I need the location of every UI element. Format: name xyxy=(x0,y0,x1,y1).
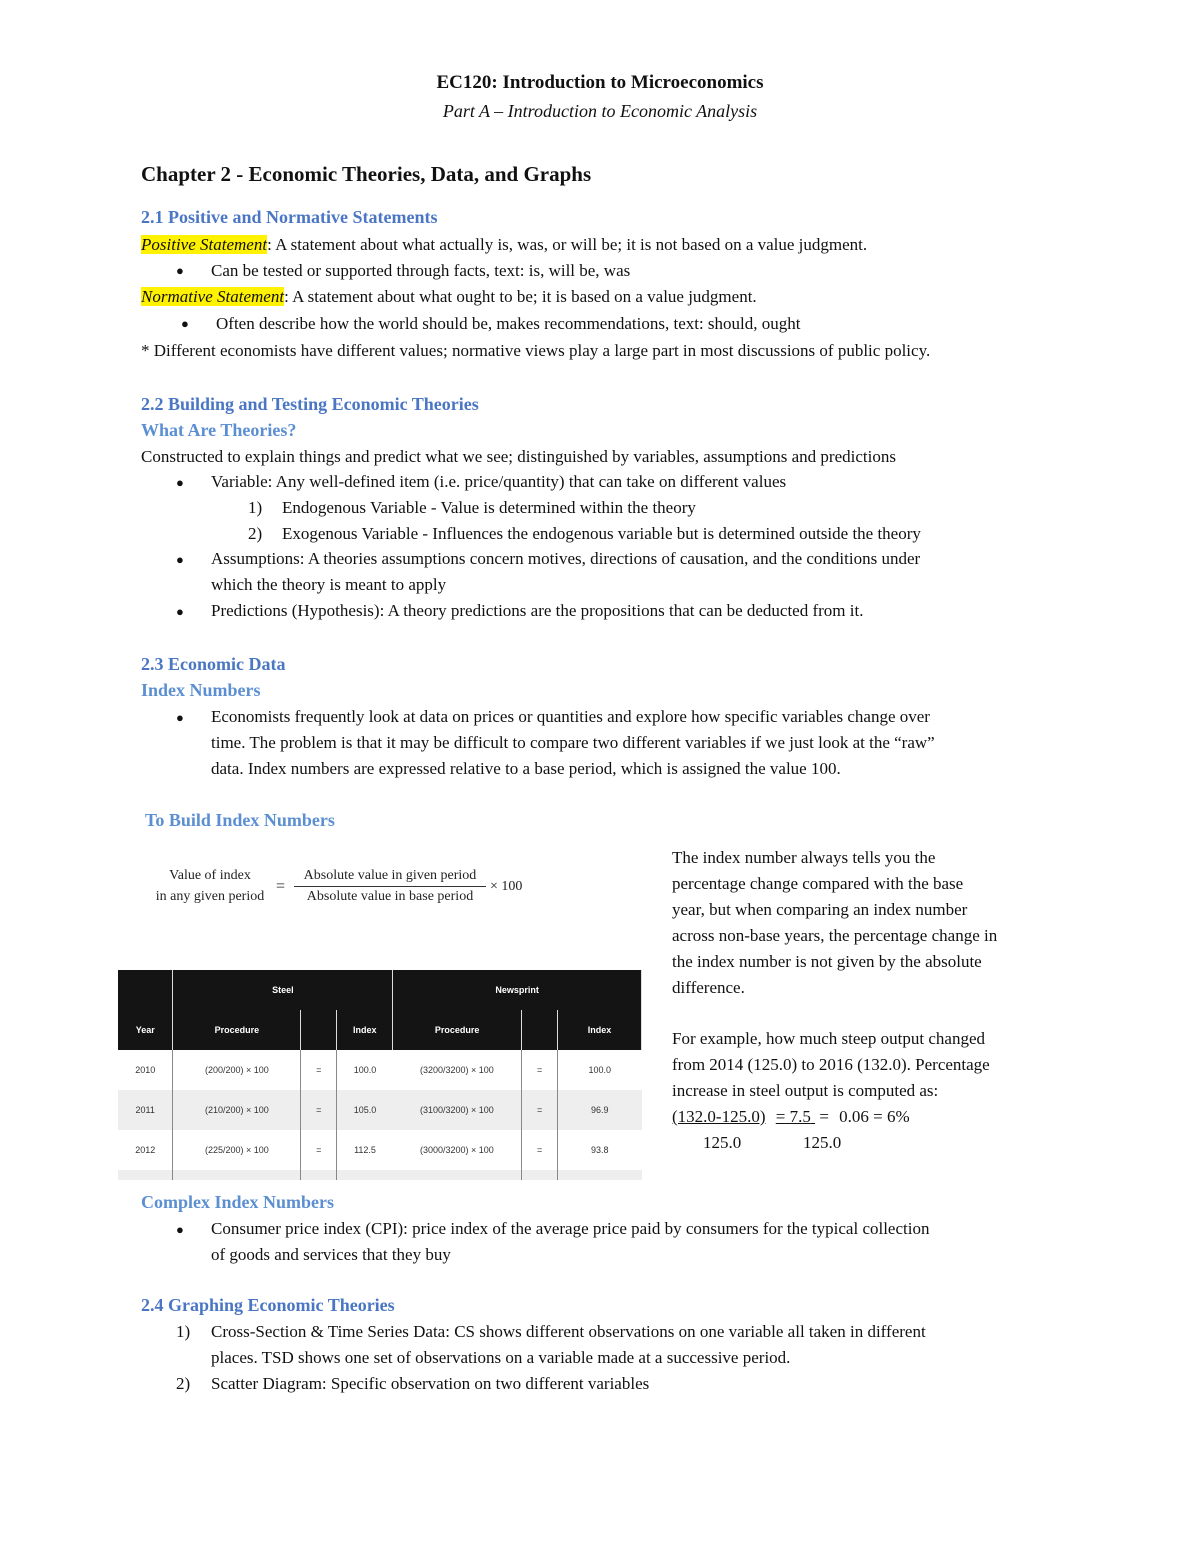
col-header: Index xyxy=(337,1010,393,1050)
example-line: For example, how much steep output changed xyxy=(672,1029,986,1048)
table-corner xyxy=(118,970,173,1010)
table-cell: = xyxy=(522,1090,558,1130)
col-header: Procedure xyxy=(173,1010,301,1050)
bullet-icon: ● xyxy=(176,475,184,490)
table-cell: (225/200) × 100 xyxy=(173,1130,301,1170)
table-cell: = xyxy=(301,1130,337,1170)
formula-denominator: Absolute value in base period xyxy=(294,886,486,905)
bullet-icon: ● xyxy=(181,316,189,331)
endogenous-item: Endogenous Variable - Value is determined within the theory xyxy=(282,498,696,517)
index-bullet-line-1: Economists frequently look at data on prices or quantities and explore how specific variables change over xyxy=(211,707,930,726)
newsprint-group-header: Newsprint xyxy=(393,970,642,1010)
index-table xyxy=(118,970,642,1180)
table-cell: = xyxy=(301,1090,337,1130)
table-cell: (3000/3200) × 100 xyxy=(393,1130,522,1170)
index-explanation xyxy=(672,845,1072,1001)
cpi-item-cont: of goods and services that they buy xyxy=(211,1245,451,1264)
bullet-icon: ● xyxy=(176,710,184,725)
table-cell: 105.0 xyxy=(337,1090,393,1130)
bullet-icon: ● xyxy=(176,263,184,278)
calc-denominator-2: 125.0 xyxy=(803,1133,842,1152)
calc-result: 0.06 = 6% xyxy=(839,1107,910,1126)
index-numbers-heading: Index Numbers xyxy=(141,680,261,700)
col-header: Procedure xyxy=(393,1010,522,1050)
table-row-cropped xyxy=(118,1170,642,1180)
table-cell: 112.5 xyxy=(337,1130,393,1170)
table-cell: (210/200) × 100 xyxy=(173,1090,301,1130)
index-explanation-line: difference. xyxy=(672,978,745,997)
cpi-item: Consumer price index (CPI): price index of the average price paid by consumers for the typical collection xyxy=(211,1219,930,1238)
formula-left xyxy=(150,868,270,905)
list-number: 1) xyxy=(176,1322,191,1341)
table-row xyxy=(118,1130,642,1170)
formula-numerator: Absolute value in given period xyxy=(303,868,477,883)
table-cell: 2011 xyxy=(118,1090,173,1130)
list-number: 2) xyxy=(176,1374,191,1393)
calc-equals: = xyxy=(775,1107,786,1126)
assumptions-item: Assumptions: A theories assumptions concern motives, directions of causation, and the conditions under xyxy=(211,549,921,568)
index-explanation-line: across non-base years, the percentage change in xyxy=(672,926,998,945)
formula-left-line-1: Value of index xyxy=(169,868,251,883)
section-2-1-heading: 2.1 Positive and Normative Statements xyxy=(141,207,438,227)
calc-line xyxy=(672,1104,910,1130)
what-are-theories-heading: What Are Theories? xyxy=(141,420,297,440)
example-text xyxy=(672,1026,1072,1104)
table-column-header xyxy=(118,1010,642,1050)
normative-bullet: Often describe how the world should be, makes recommendations, text: should, ought xyxy=(216,314,801,333)
bullet-icon: ● xyxy=(176,604,184,619)
col-header xyxy=(522,1010,558,1050)
calc-equals: = xyxy=(819,1107,829,1126)
predictions-item: Predictions (Hypothesis): A theory predictions are the propositions that can be deducted from it. xyxy=(211,601,864,620)
index-explanation-line: The index number always tells you the xyxy=(672,848,936,867)
document-title: EC120: Introduction to Microeconomics xyxy=(436,72,764,93)
normative-term: Normative Statement xyxy=(141,287,285,306)
calc-numerator-1: (132.0-125.0) xyxy=(672,1107,766,1126)
formula-fraction xyxy=(294,868,486,905)
index-explanation-line: year, but when comparing an index number xyxy=(672,900,968,919)
variable-item: Variable: Any well-defined item (i.e. price/quantity) that can take on different values xyxy=(211,472,787,491)
section-2-4-heading: 2.4 Graphing Economic Theories xyxy=(141,1295,395,1315)
formula-left-line-2: in any given period xyxy=(155,889,265,904)
list-number: 1) xyxy=(248,498,263,517)
index-explanation-line: the index number is not given by the absolute xyxy=(672,952,982,971)
list-number: 2) xyxy=(248,524,263,543)
table-cell: 2012 xyxy=(118,1130,173,1170)
index-bullet-line-2: time. The problem is that it may be difficult to compare two different variables if we just look at the “raw” xyxy=(211,733,935,752)
table-cell: 100.0 xyxy=(558,1050,642,1090)
table-cell: 100.0 xyxy=(337,1050,393,1090)
table-cell: (3100/3200) × 100 xyxy=(393,1090,522,1130)
col-header: Index xyxy=(558,1010,642,1050)
example-line: increase in steel output is computed as: xyxy=(672,1081,939,1100)
calc-numerator-2: 7.5 xyxy=(789,1107,811,1126)
table-cell: = xyxy=(522,1050,558,1090)
bullet-icon: ● xyxy=(176,552,184,567)
col-header: Year xyxy=(118,1010,173,1050)
index-explanation-line: percentage change compared with the base xyxy=(672,874,964,893)
assumptions-item-cont: which the theory is meant to apply xyxy=(211,575,447,594)
table-group-header xyxy=(118,970,642,1010)
table-cell: (200/200) × 100 xyxy=(173,1050,301,1090)
chapter-title: Chapter 2 - Economic Theories, Data, and Graphs xyxy=(141,162,592,186)
positive-statement-line xyxy=(141,232,867,258)
document-subtitle: Part A – Introduction to Economic Analysis xyxy=(442,101,758,121)
table-cell: 93.8 xyxy=(558,1130,642,1170)
positive-bullet: Can be tested or supported through facts, text: is, will be, was xyxy=(211,261,631,280)
table-cell: 2010 xyxy=(118,1050,173,1090)
example-line: from 2014 (125.0) to 2016 (132.0). Percentage xyxy=(672,1055,990,1074)
table-cell: 96.9 xyxy=(558,1090,642,1130)
col-header xyxy=(301,1010,337,1050)
normative-definition: : A statement about what ought to be; it is based on a value judgment. xyxy=(284,287,757,306)
bullet-icon: ● xyxy=(176,1222,184,1237)
positive-definition: : A statement about what actually is, was, or will be; it is not based on a value judgment. xyxy=(267,235,868,254)
build-index-heading: To Build Index Numbers xyxy=(145,810,335,830)
section-2-2-heading: 2.2 Building and Testing Economic Theories xyxy=(141,394,479,414)
table-cell: (3200/3200) × 100 xyxy=(393,1050,522,1090)
values-note: * Different economists have different values; normative views play a large part in most discussions of public policy. xyxy=(141,341,931,360)
formula-times-100: × 100 xyxy=(490,879,523,894)
steel-group-header: Steel xyxy=(173,970,393,1010)
table-row xyxy=(118,1090,642,1130)
positive-term: Positive Statement xyxy=(141,235,268,254)
normative-statement-line xyxy=(141,284,757,310)
exogenous-item: Exogenous Variable - Influences the endogenous variable but is determined outside the theory xyxy=(282,524,921,543)
cross-section-item: Cross-Section & Time Series Data: CS shows different observations on one variable all taken in different xyxy=(211,1322,926,1341)
theories-intro: Constructed to explain things and predict what we see; distinguished by variables, assumptions and predictions xyxy=(141,447,896,466)
formula-equals: = xyxy=(276,878,286,895)
table-cell: = xyxy=(301,1050,337,1090)
table-cell: = xyxy=(522,1130,558,1170)
index-bullet-line-3: data. Index numbers are expressed relative to a base period, which is assigned the value 100. xyxy=(211,759,841,778)
calc-denominator-1: 125.0 xyxy=(703,1133,742,1152)
table-row xyxy=(118,1050,642,1090)
complex-index-heading: Complex Index Numbers xyxy=(141,1192,335,1212)
section-2-3-heading: 2.3 Economic Data xyxy=(141,654,286,674)
cross-section-item-cont: places. TSD shows one set of observations on a variable made at a successive period. xyxy=(211,1348,791,1367)
scatter-diagram-item: Scatter Diagram: Specific observation on two different variables xyxy=(211,1374,650,1393)
